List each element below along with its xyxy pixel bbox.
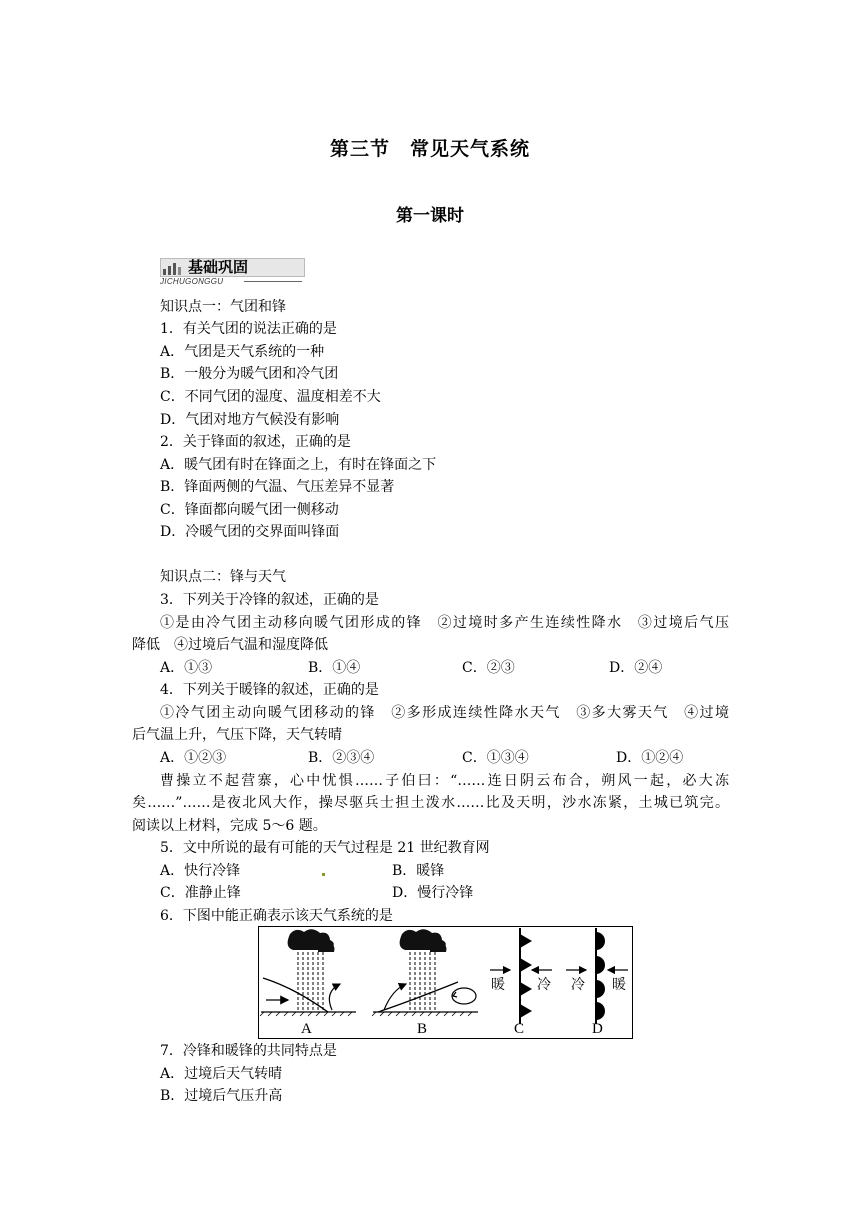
lesson-subtitle: 第一课时 xyxy=(396,206,464,226)
q2-option-b: B．锋面两侧的气温、气压差异不显著 xyxy=(160,479,395,495)
figure-label-b: B xyxy=(417,1021,428,1037)
q5-option-b: B．暖锋 xyxy=(392,863,445,879)
q4-option-c: C．①③④ xyxy=(462,750,529,766)
q7-option-a: A．过境后天气转晴 xyxy=(160,1066,283,1082)
weather-front-figure xyxy=(258,926,633,1039)
q4-stem: 4．下列关于暖锋的叙述，正确的是 xyxy=(160,682,379,698)
badge-icon xyxy=(162,261,186,275)
q7-option-b: B．过境后气压升高 xyxy=(160,1088,283,1104)
d-right-label: 暖 xyxy=(612,977,626,993)
q1-option-c: C．不同气团的湿度、温度相差不大 xyxy=(160,389,381,405)
figure-label-d: D xyxy=(592,1021,603,1037)
diagram-a xyxy=(260,929,356,1016)
d-left-label: 冷 xyxy=(571,977,585,993)
passage-line2: 矣……”……是夜北风大作，操尽驱兵士担土泼水……比及天明，沙水冻紧，土城已筑完。 xyxy=(132,795,729,811)
c-right-label: 冷 xyxy=(537,977,551,993)
q4-statements-line1: ①冷气团主动向暖气团移动的锋 ②多形成连续性降水天气 ③多大雾天气 ④过境 xyxy=(160,705,729,721)
passage-line1: 曹操立不起营寨，心中忧惧……子伯曰：“……连日阴云布合，朔风一起，必大冻 xyxy=(160,773,729,789)
q3-option-c: C．②③ xyxy=(462,660,515,676)
q4-option-a: A．①②③ xyxy=(160,750,227,766)
q1-option-b: B．一般分为暖气团和冷气团 xyxy=(160,366,339,382)
passage-line3: 阅读以上材料，完成 5～6 题。 xyxy=(132,818,327,834)
q1-option-a: A．气团是天气系统的一种 xyxy=(160,344,325,360)
q5-option-a: A．快行冷锋 xyxy=(160,863,241,879)
figure-label-c: C xyxy=(514,1021,525,1037)
q3-option-d: D．②④ xyxy=(609,660,663,676)
q7-stem: 7．冷锋和暖锋的共同特点是 xyxy=(160,1043,337,1059)
diagram-b xyxy=(372,929,478,1016)
marker-dot xyxy=(322,873,325,876)
q1-option-d: D．气团对地方气候没有影响 xyxy=(160,412,340,428)
c-left-label: 暖 xyxy=(491,977,505,993)
q5-option-c: C．准静止锋 xyxy=(160,885,241,901)
q2-option-c: C．锋面都向暖气团一侧移动 xyxy=(160,502,339,518)
q3-stem: 3．下列关于冷锋的叙述，正确的是 xyxy=(160,592,379,608)
section-badge xyxy=(160,258,305,286)
q2-option-a: A．暖气团有时在锋面之上，有时在锋面之下 xyxy=(160,457,437,473)
q3-option-b: B．①④ xyxy=(308,660,361,676)
q3-statements-line1: ①是由冷气团主动移向暖气团形成的锋 ②过境时多产生连续性降水 ③过境后气压 xyxy=(160,615,729,631)
q6-stem: 6．下图中能正确表示该天气系统的是 xyxy=(160,908,393,924)
section-heading-2: 知识点二：锋与天气 xyxy=(160,569,286,585)
q2-option-d: D．冷暖气团的交界面叫锋面 xyxy=(160,524,340,540)
q4-option-d: D．①②④ xyxy=(616,750,684,766)
q4-statements-line2: 后气温上升，气压下降，天气转晴 xyxy=(132,727,342,743)
q2-stem: 2．关于锋面的叙述，正确的是 xyxy=(160,434,351,450)
badge-sub: JICHUGONGGU xyxy=(160,277,224,286)
q1-stem: 1．有关气团的说法正确的是 xyxy=(160,321,337,337)
q4-option-b: B．②③④ xyxy=(308,750,375,766)
q3-statements-line2: 降低 ④过境后气温和湿度降低 xyxy=(132,637,328,653)
q5-stem: 5．文中所说的最有可能的天气过程是 21 世纪教育网 xyxy=(160,840,490,856)
q3-option-a: A．①③ xyxy=(160,660,213,676)
page-title: 第三节 常见天气系统 xyxy=(329,138,530,160)
badge-underline xyxy=(244,281,302,282)
q5-option-d: D．慢行冷锋 xyxy=(392,885,474,901)
figure-label-a: A xyxy=(301,1021,312,1037)
badge-label: 基础巩固 xyxy=(188,258,249,276)
section-heading-1: 知识点一：气团和锋 xyxy=(160,299,286,315)
